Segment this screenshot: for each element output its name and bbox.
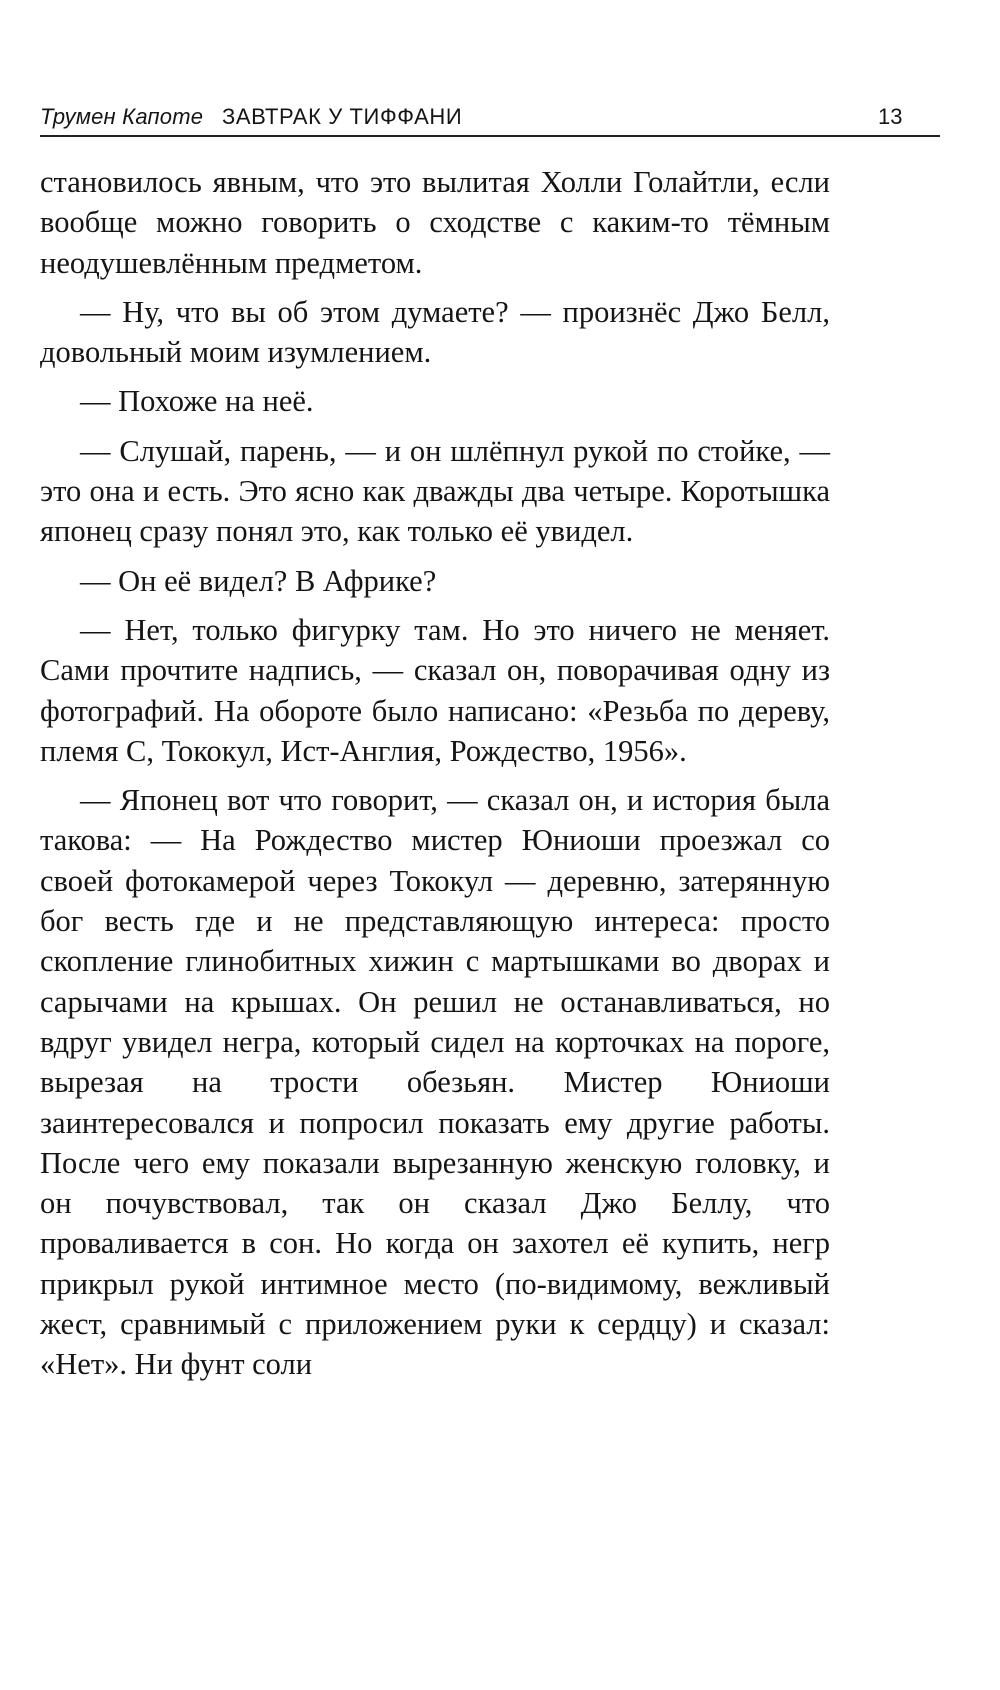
header-book-title: ЗАВТРАК У ТИФФАНИ	[222, 104, 463, 129]
paragraph: становилось явным, что это вылитая Холли Голайтли, если вообще можно говорить о сходстве с каким-то тёмным неодушевлённым предметом.	[40, 165, 830, 280]
page-number: 13	[878, 104, 903, 129]
header-author: Трумен Капоте	[40, 104, 204, 129]
paragraph: — Слушай, парень, — и он шлёпнул рукой по стойке, — это она и есть. Это ясно как дважды два четыре. Коротышка японец сразу понял это, как только её увидел.	[40, 433, 830, 549]
paragraph: — Ну, что вы об этом думаете? — произнёс Джо Белл, довольный моим изумлением.	[40, 294, 830, 370]
running-header	[40, 100, 940, 138]
header-rule	[40, 135, 940, 137]
body-text	[40, 162, 830, 1394]
paragraph: — Японец вот что говорит, — сказал он, и история была такова: — На Рождество мистер Юниоши проезжал со своей фотокамерой через Тококул — деревню, затерянную бог весть где и не представляющую интереса: просто скопление глинобитных хижин с мартышками во дворах и сарычами на крышах. Он решил не останавливаться, но вдруг увидел негра, который сидел на корточках на пороге, вырезая на трости обезьян. Мистер Юниоши заинтересовался и попросил показать ему другие работы. После чего ему показали вырезанную женскую головку, и он почувствовал, так он сказал Джо Беллу, что проваливается в сон. Но когда он захотел её купить, негр прикрыл рукой интимное место (по-видимому, вежливый жест, сравнимый с приложением руки к сердцу) и сказал: «Нет». Ни фунт соли	[40, 783, 830, 1382]
paragraph: — Нет, только фигурку там. Но это ничего не меняет. Сами прочтите надпись, — сказал он, поворачивая одну из фотографий. На обороте было написано: «Резьба по дереву, племя С, Тококул, Ист-Англия, Рождество, 1956».	[40, 612, 830, 768]
paragraph: — Похоже на неё.	[80, 384, 314, 419]
paragraph: — Он её видел? В Африке?	[80, 563, 437, 598]
